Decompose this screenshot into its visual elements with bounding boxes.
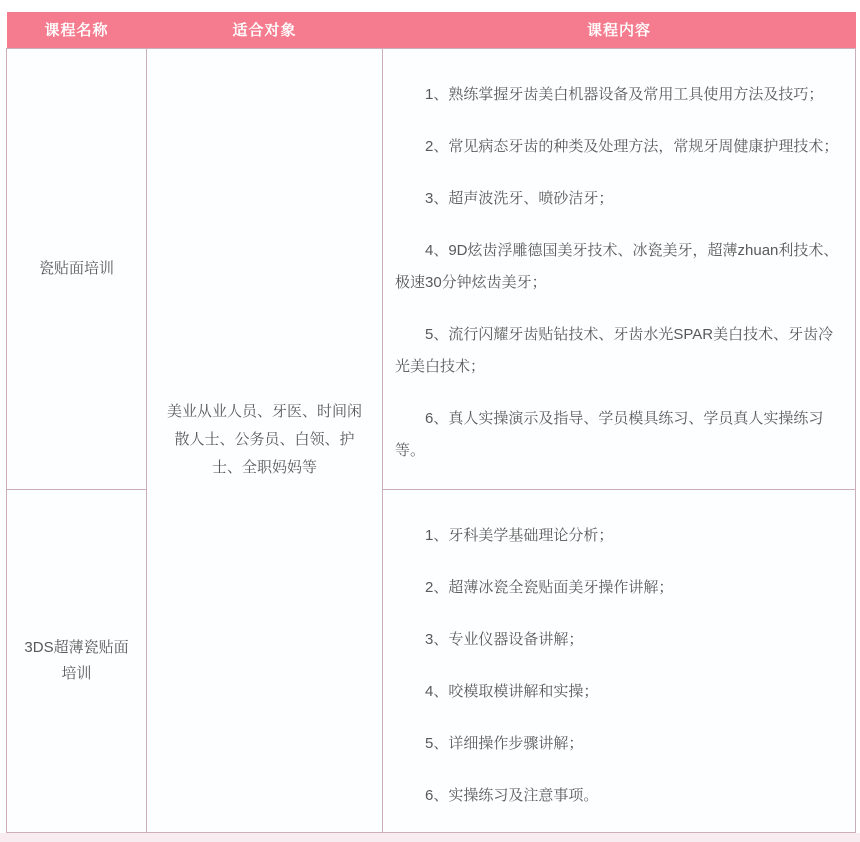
table-row bbox=[7, 489, 856, 832]
course-content-item: 5、详细操作步骤讲解； bbox=[425, 734, 584, 752]
course-content-cell bbox=[383, 48, 856, 489]
header-course-content: 课程内容 bbox=[383, 12, 856, 48]
table-row bbox=[7, 48, 856, 489]
course-content-item: 1、牙科美学基础理论分析； bbox=[425, 526, 614, 544]
course-table bbox=[6, 12, 856, 833]
course-name-cell: 瓷贴面培训 bbox=[7, 48, 147, 489]
page bbox=[0, 12, 860, 834]
course-content-item: 3、超声波洗牙、喷砂洁牙； bbox=[425, 189, 614, 207]
course-content-item: 2、超薄冰瓷全瓷贴面美牙操作讲解； bbox=[425, 578, 674, 596]
course-content-item: 5、流行闪耀牙齿贴钻技术、牙齿水光SPAR美白技术、牙齿冷光美白技术； bbox=[395, 325, 834, 375]
audience-cell: 美业从业人员、牙医、时间闲散人士、公务员、白领、护士、全职妈妈等 bbox=[147, 48, 383, 832]
course-content-item: 6、真人实操演示及指导、学员模具练习、学员真人实操练习等。 bbox=[395, 409, 824, 459]
page-bottom-strip bbox=[0, 833, 860, 842]
course-content-item: 4、咬模取模讲解和实操； bbox=[425, 682, 599, 700]
header-target-audience: 适合对象 bbox=[147, 12, 383, 48]
course-content-item: 2、常见病态牙齿的种类及处理方法，常规牙周健康护理技术； bbox=[425, 137, 839, 155]
header-course-name: 课程名称 bbox=[7, 12, 147, 48]
course-content-item: 3、专业仪器设备讲解； bbox=[425, 630, 584, 648]
course-content-item: 1、熟练掌握牙齿美白机器设备及常用工具使用方法及技巧； bbox=[425, 85, 824, 103]
course-content-item: 4、9D炫齿浮雕德国美牙技术、冰瓷美牙，超薄zhuan利技术、极速30分钟炫齿美牙； bbox=[395, 241, 839, 291]
course-content-item: 6、实操练习及注意事项。 bbox=[425, 786, 599, 804]
course-name-cell: 3DS超薄瓷贴面培训 bbox=[7, 489, 147, 832]
header-row bbox=[7, 12, 856, 48]
course-content-cell bbox=[383, 489, 856, 832]
